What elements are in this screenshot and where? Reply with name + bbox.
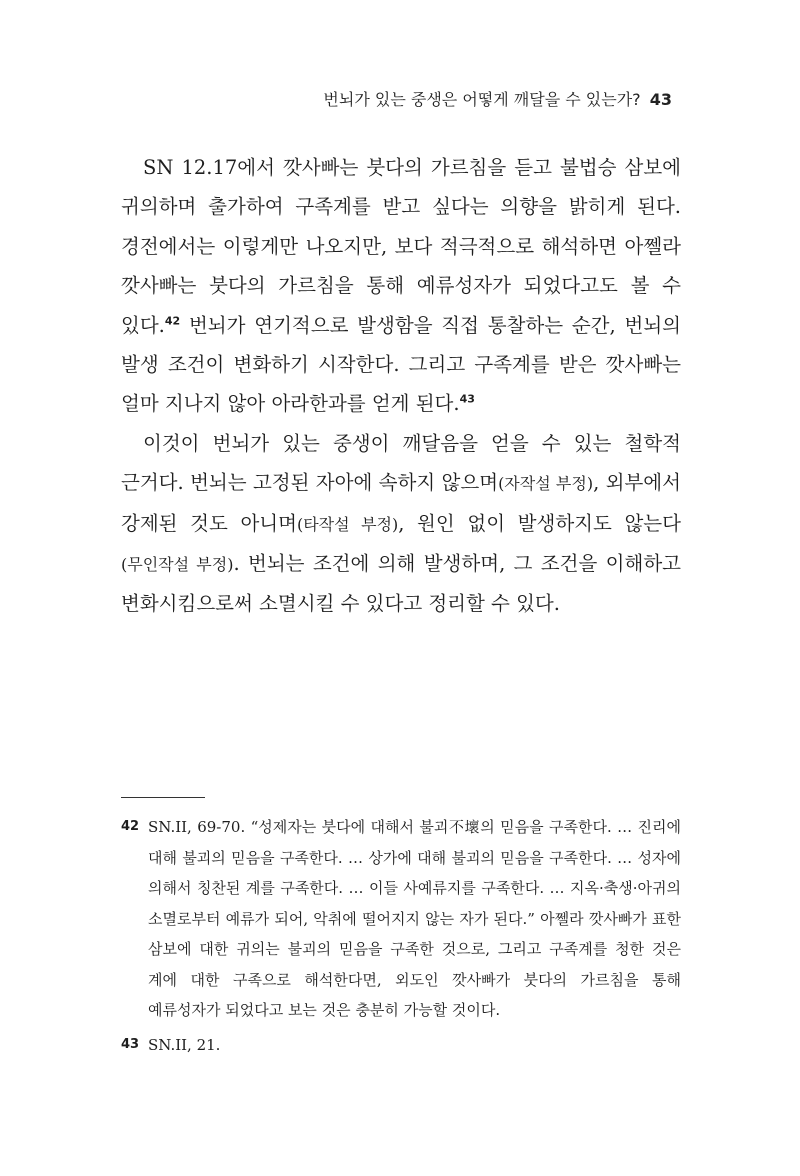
main-text (121, 148, 681, 624)
paragraph-2-text-4: . 번뇌는 조건에 의해 발생하며, 그 조건을 이해하고 변화시킴으로써 소멸시킬 수 있다고 정리할 수 있다. (121, 552, 681, 616)
paragraph-2-text-2: , 외부에서 강제된 것도 아니며 (121, 471, 681, 535)
footnote-43 (121, 1030, 681, 1061)
paragraph-2 (121, 424, 681, 624)
footnote-text: SN.II, 21. (148, 1035, 221, 1054)
paragraph-1 (121, 148, 681, 424)
footnote-ref-43[interactable]: 43 (459, 392, 475, 406)
footnote-ref-42[interactable]: 42 (164, 314, 181, 328)
paragraph-1-text-a: SN 12.17에서 깟사빠는 붓다의 가르침을 듣고 불법승 삼보에 귀의하며 출가하여 구족계를 받고 싶다는 의향을 밝히게 된다. 경전에서는 이렇게만 나오지만, 보다 적극적으로 해석하면 아쩰라 깟사빠는 붓다의 가르침을 통해 예류성자가 되었다고도 볼 수 있다. (121, 156, 681, 337)
footnote-number: 43 (121, 1036, 140, 1052)
footnote-divider (121, 797, 205, 798)
footnote-42 (121, 812, 681, 1026)
page-number: 43 (649, 90, 672, 109)
footnote-text: SN.II, 69-70. “성제자는 붓다에 대해서 불괴不壞의 믿음을 구족한다. … 진리에 대해 불괴의 믿음을 구족한다. … 상가에 대해 불괴의 믿음을 구족한다. … 성자에 의해서 칭찬된 계를 구족한다. … 이들 사예류지를 구족한다. … 지옥·축생·아귀의 소멸로부터 예류가 되어, 악취에 떨어지지 않는 자가 된다.” 아쩰라 깟사빠가 표한 삼보에 대한 귀의는 불괴의 믿음을 구족한 것으로, 그리고 구족계를 청한 것은 계에 대한 구족으로 해석한다면, 외도인 깟사빠가 붓다의 가르침을 통해 예류성자가 되었다고 보는 것은 충분히 가능할 것이다. (148, 818, 681, 1019)
footnotes (121, 812, 681, 1060)
running-header (323, 89, 672, 111)
chapter-title: 번뇌가 있는 중생은 어떻게 깨달을 수 있는가? (323, 90, 641, 109)
paragraph-2-note-2: (타작설 부정) (296, 514, 399, 534)
paragraph-2-text-1: 이것이 번뇌가 있는 중생이 깨달음을 얻을 수 있는 철학적 근거다. 번뇌는 고정된 자아에 속하지 않으며 (121, 431, 681, 495)
paragraph-1-text-b: 번뇌가 연기적으로 발생함을 직접 통찰하는 순간, 번뇌의 발생 조건이 변화하기 시작한다. 그리고 구족계를 받은 깟사빠는 얼마 지나지 않아 아라한과를 얻게 된다. (121, 313, 681, 416)
paragraph-2-note-3: (무인작설 부정) (121, 555, 234, 575)
footnote-number: 42 (121, 819, 140, 834)
paragraph-2-note-1: (자작설 부정) (498, 474, 594, 494)
paragraph-2-text-3: , 원인 없이 발생하지도 않는다 (398, 511, 681, 535)
